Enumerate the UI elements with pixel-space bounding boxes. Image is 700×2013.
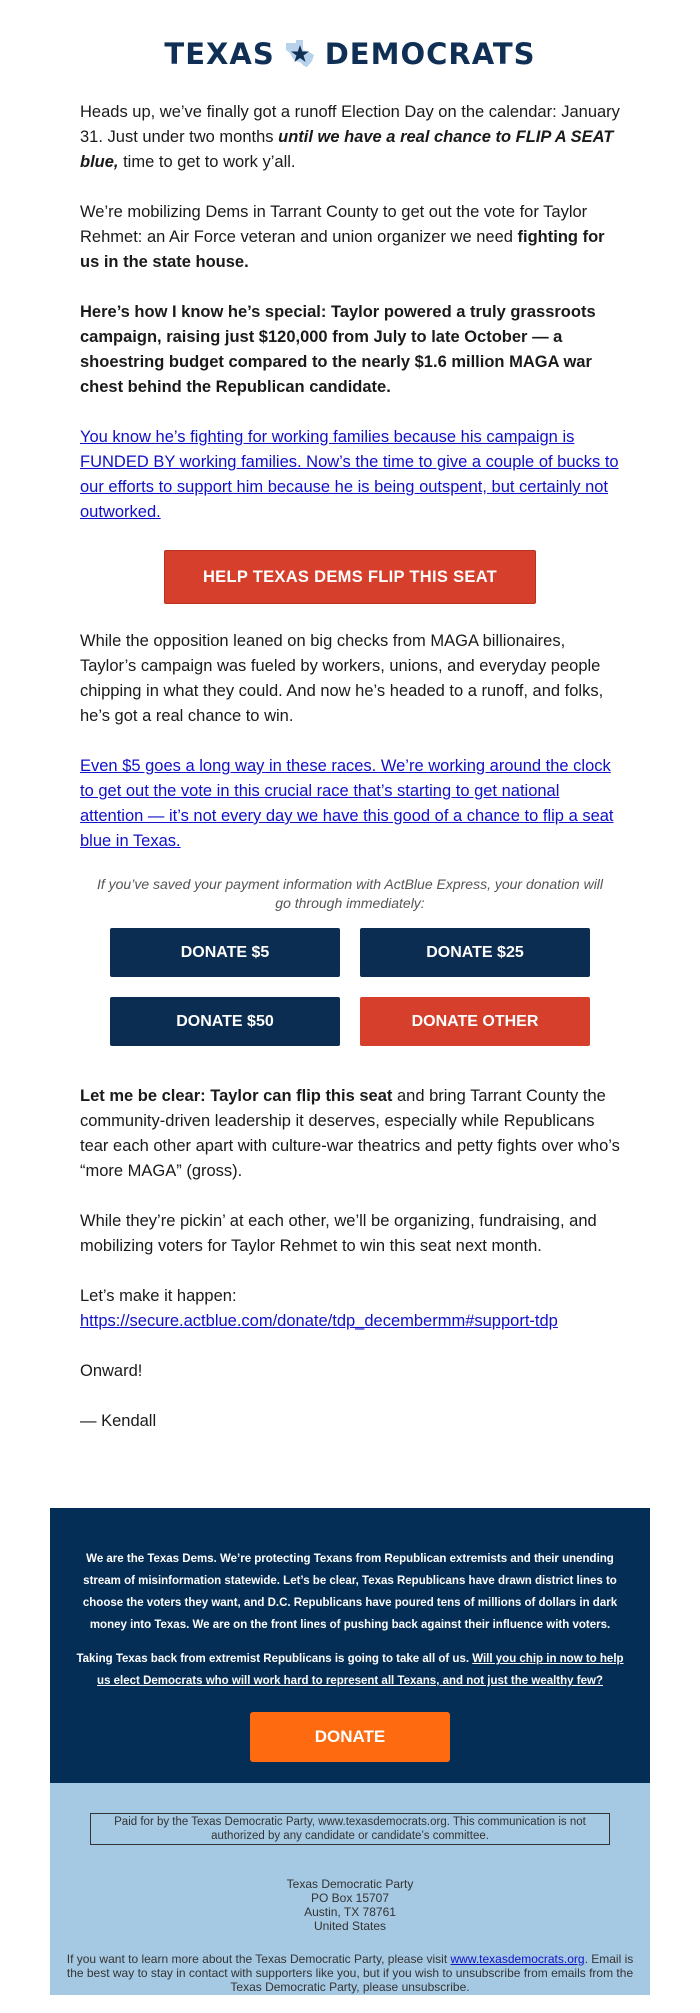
five-dollars-link[interactable]: Even $5 goes a long way in these races. We’re working around the clock to get out the vote in this crucial race that’s starting to get national attention — it’s not every day we have this good of a chance to flip a seat blue in Texas.: [80, 757, 614, 850]
fighting-for-us-bold: fighting for us in the state house.: [80, 228, 605, 271]
footer-chip-in-text: [75, 1648, 625, 1692]
logo-text-left: TEXAS: [164, 37, 275, 71]
paragraph-make-it-happen: [80, 1284, 620, 1334]
paragraph-opposition: While the opposition leaned on big checks from MAGA billionaires, Taylor’s campaign was fueled by workers, unions, and everyday people chipping in what they could. And now he’s headed to a runoff, and folks, he’s got a real chance to win.: [80, 632, 604, 725]
funded-by-families-link[interactable]: You know he’s fighting for working families because his campaign is FUNDED BY working families. Now’s the time to give a couple of bucks to our efforts to support him because he is being outspent, but certainly not outworked.: [80, 428, 619, 521]
paragraph-mobilizing: [80, 200, 620, 275]
email-body: [80, 100, 620, 1459]
paragraph-be-clear: [80, 1084, 620, 1184]
logo-text-right: DEMOCRATS: [324, 37, 536, 71]
chip-in-lead: Taking Texas back from extremist Republicans is going to take all of us.: [76, 1653, 473, 1665]
address-line: Austin, TX 78761: [304, 1905, 396, 1919]
address-line: Texas Democratic Party: [286, 1877, 414, 1891]
donate-button-grid: [80, 928, 620, 1046]
paragraph-funded-link: [80, 425, 620, 525]
address-line: PO Box 15707: [310, 1891, 390, 1905]
paragraph-runoff: [80, 100, 620, 175]
paid-for-disclaimer: Paid for by the Texas Democratic Party, www.texasdemocrats.org. This communication is not authorized by any candidate or candidate’s committee.: [90, 1813, 610, 1845]
donate-25-button[interactable]: DONATE $25: [360, 928, 590, 977]
donate-50-button[interactable]: DONATE $50: [110, 997, 340, 1046]
runoff-text: Heads up, we’ve finally got a runoff Election Day on the calendar: January 31. Just under two months: [80, 103, 620, 146]
signoff: — Kendall: [80, 1412, 157, 1430]
footer-mission-section: [50, 1508, 650, 1783]
paragraph-five-dollars-link: [80, 754, 620, 854]
actblue-donate-link[interactable]: https://secure.actblue.com/donate/tdp_decembermm#support-tdp: [80, 1312, 558, 1330]
unsubscribe-text: [60, 1952, 640, 1994]
help-flip-seat-button[interactable]: HELP TEXAS DEMS FLIP THIS SEAT: [164, 550, 536, 604]
runoff-text-end: time to get to work y’all.: [118, 153, 296, 171]
donate-other-button[interactable]: DONATE OTHER: [360, 997, 590, 1046]
chip-in-link[interactable]: Will you chip in now to help us elect Democrats who will work hard to represent all Texans, and not just the wealthy few?: [97, 1653, 624, 1687]
texas-star-icon: [283, 39, 317, 69]
paragraph-grassroots: Here’s how I know he’s special: Taylor powered a truly grassroots campaign, raising just $120,000 from July to late October — a shoestring budget compared to the nearly $1.6 million MAGA war chest behind the Republican candidate.: [80, 303, 596, 396]
mobilizing-text: We’re mobilizing Dems in Tarrant County to get out the vote for Taylor Rehmet: an Air Force veteran and union organizer we need: [80, 203, 588, 246]
be-clear-text: and bring Tarrant County the community-driven leadership it deserves, especially while Republicans tear each other apart with culture-war theatrics and petty fights over who’s “more MAGA” (gross).: [80, 1087, 620, 1180]
mailing-address: [50, 1877, 650, 1933]
be-clear-bold: Let me be clear: Taylor can flip this seat: [80, 1087, 393, 1105]
footer-legal-section: [50, 1783, 650, 1995]
paragraph-pickin: While they’re pickin’ at each other, we’ll be organizing, fundraising, and mobilizing voters for Taylor Rehmet to win this seat next month.: [80, 1212, 597, 1255]
unsub-rest: . Email is the best way to stay in contact with supporters like you, but if you wish to unsubscribe from emails from the Texas Democratic Party, please unsubscribe.: [66, 1952, 634, 1994]
donate-5-button[interactable]: DONATE $5: [110, 928, 340, 977]
footer-donate-button[interactable]: DONATE: [250, 1712, 450, 1762]
address-line: United States: [313, 1919, 387, 1933]
flip-seat-emphasis: until we have a real chance to FLIP A SEAT blue,: [80, 128, 614, 171]
footer-mission-text: We are the Texas Dems. We’re protecting Texans from Republican extremists and their unending stream of misinformation statewide. Let’s be clear, Texas Republicans have drawn district lines to choose the voters they want, and D.C. Republicans have poured tens of millions of dollars in dark money into Texas. We are on the front lines of pushing back against their influence with voters.: [82, 1553, 618, 1631]
texasdemocrats-link[interactable]: www.texasdemocrats.org: [450, 1952, 585, 1966]
texas-democrats-logo[interactable]: [0, 34, 700, 74]
make-it-happen-text: Let’s make it happen:: [80, 1287, 237, 1305]
paragraph-onward: Onward!: [80, 1362, 143, 1380]
actblue-express-note: If you’ve saved your payment information with ActBlue Express, your donation will go through immediately:: [96, 876, 604, 911]
unsub-lead: If you want to learn more about the Texas Democratic Party, please visit: [66, 1952, 451, 1966]
